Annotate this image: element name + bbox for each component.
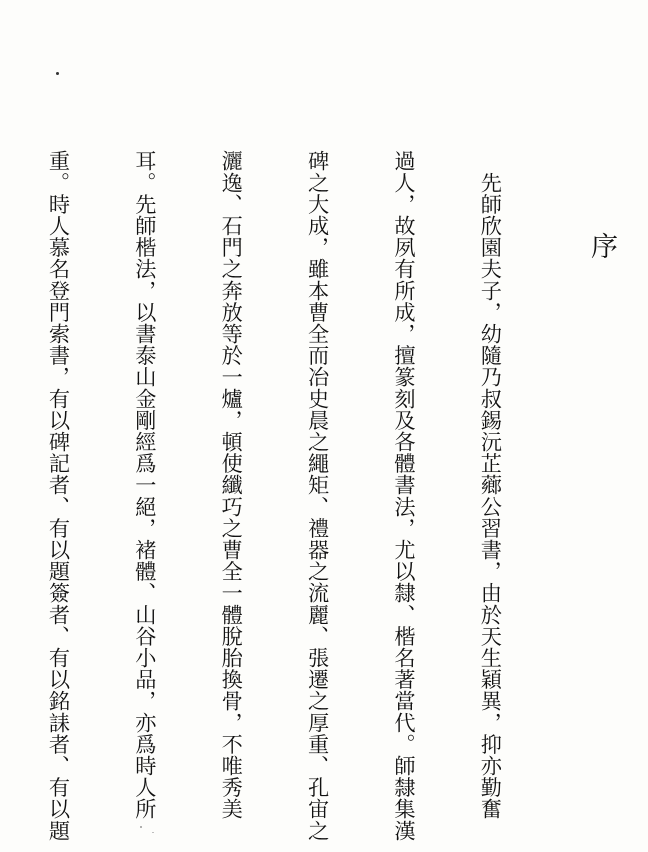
text-column: 耳。先師楷法，以書泰山金剛經爲一絕，褚體、山谷小品，亦爲時人所 bbox=[132, 150, 158, 820]
text-column: 先師欣園夫子，幼隨乃叔錫沅芷薌公習書，由於天生穎異，抑亦勤奮 bbox=[478, 150, 504, 820]
text-column: 過人，故夙有所成，擅篆刻及各體書法，尤以隸、楷名著當代。師隸集漢 bbox=[392, 150, 418, 842]
page-title: 序 bbox=[586, 232, 617, 259]
text-column: 灑逸、石門之奔放等於一爐，頓使纖巧之曹全一體脫胎換骨，不唯秀美 bbox=[219, 150, 245, 820]
scan-speck bbox=[56, 72, 59, 75]
preface-body bbox=[0, 150, 562, 840]
paragraph-1 bbox=[0, 150, 562, 840]
scan-speck bbox=[140, 826, 142, 828]
text-column: 重。時人慕名登門索書，有以碑記者、有以題簽者、有以銘誄者、有以題 bbox=[46, 150, 72, 842]
text-column: 碑之大成，雖本曹全而冶史晨之繩矩、禮器之流麗、張遷之厚重、孔宙之 bbox=[305, 150, 331, 842]
scan-speck bbox=[152, 832, 154, 833]
